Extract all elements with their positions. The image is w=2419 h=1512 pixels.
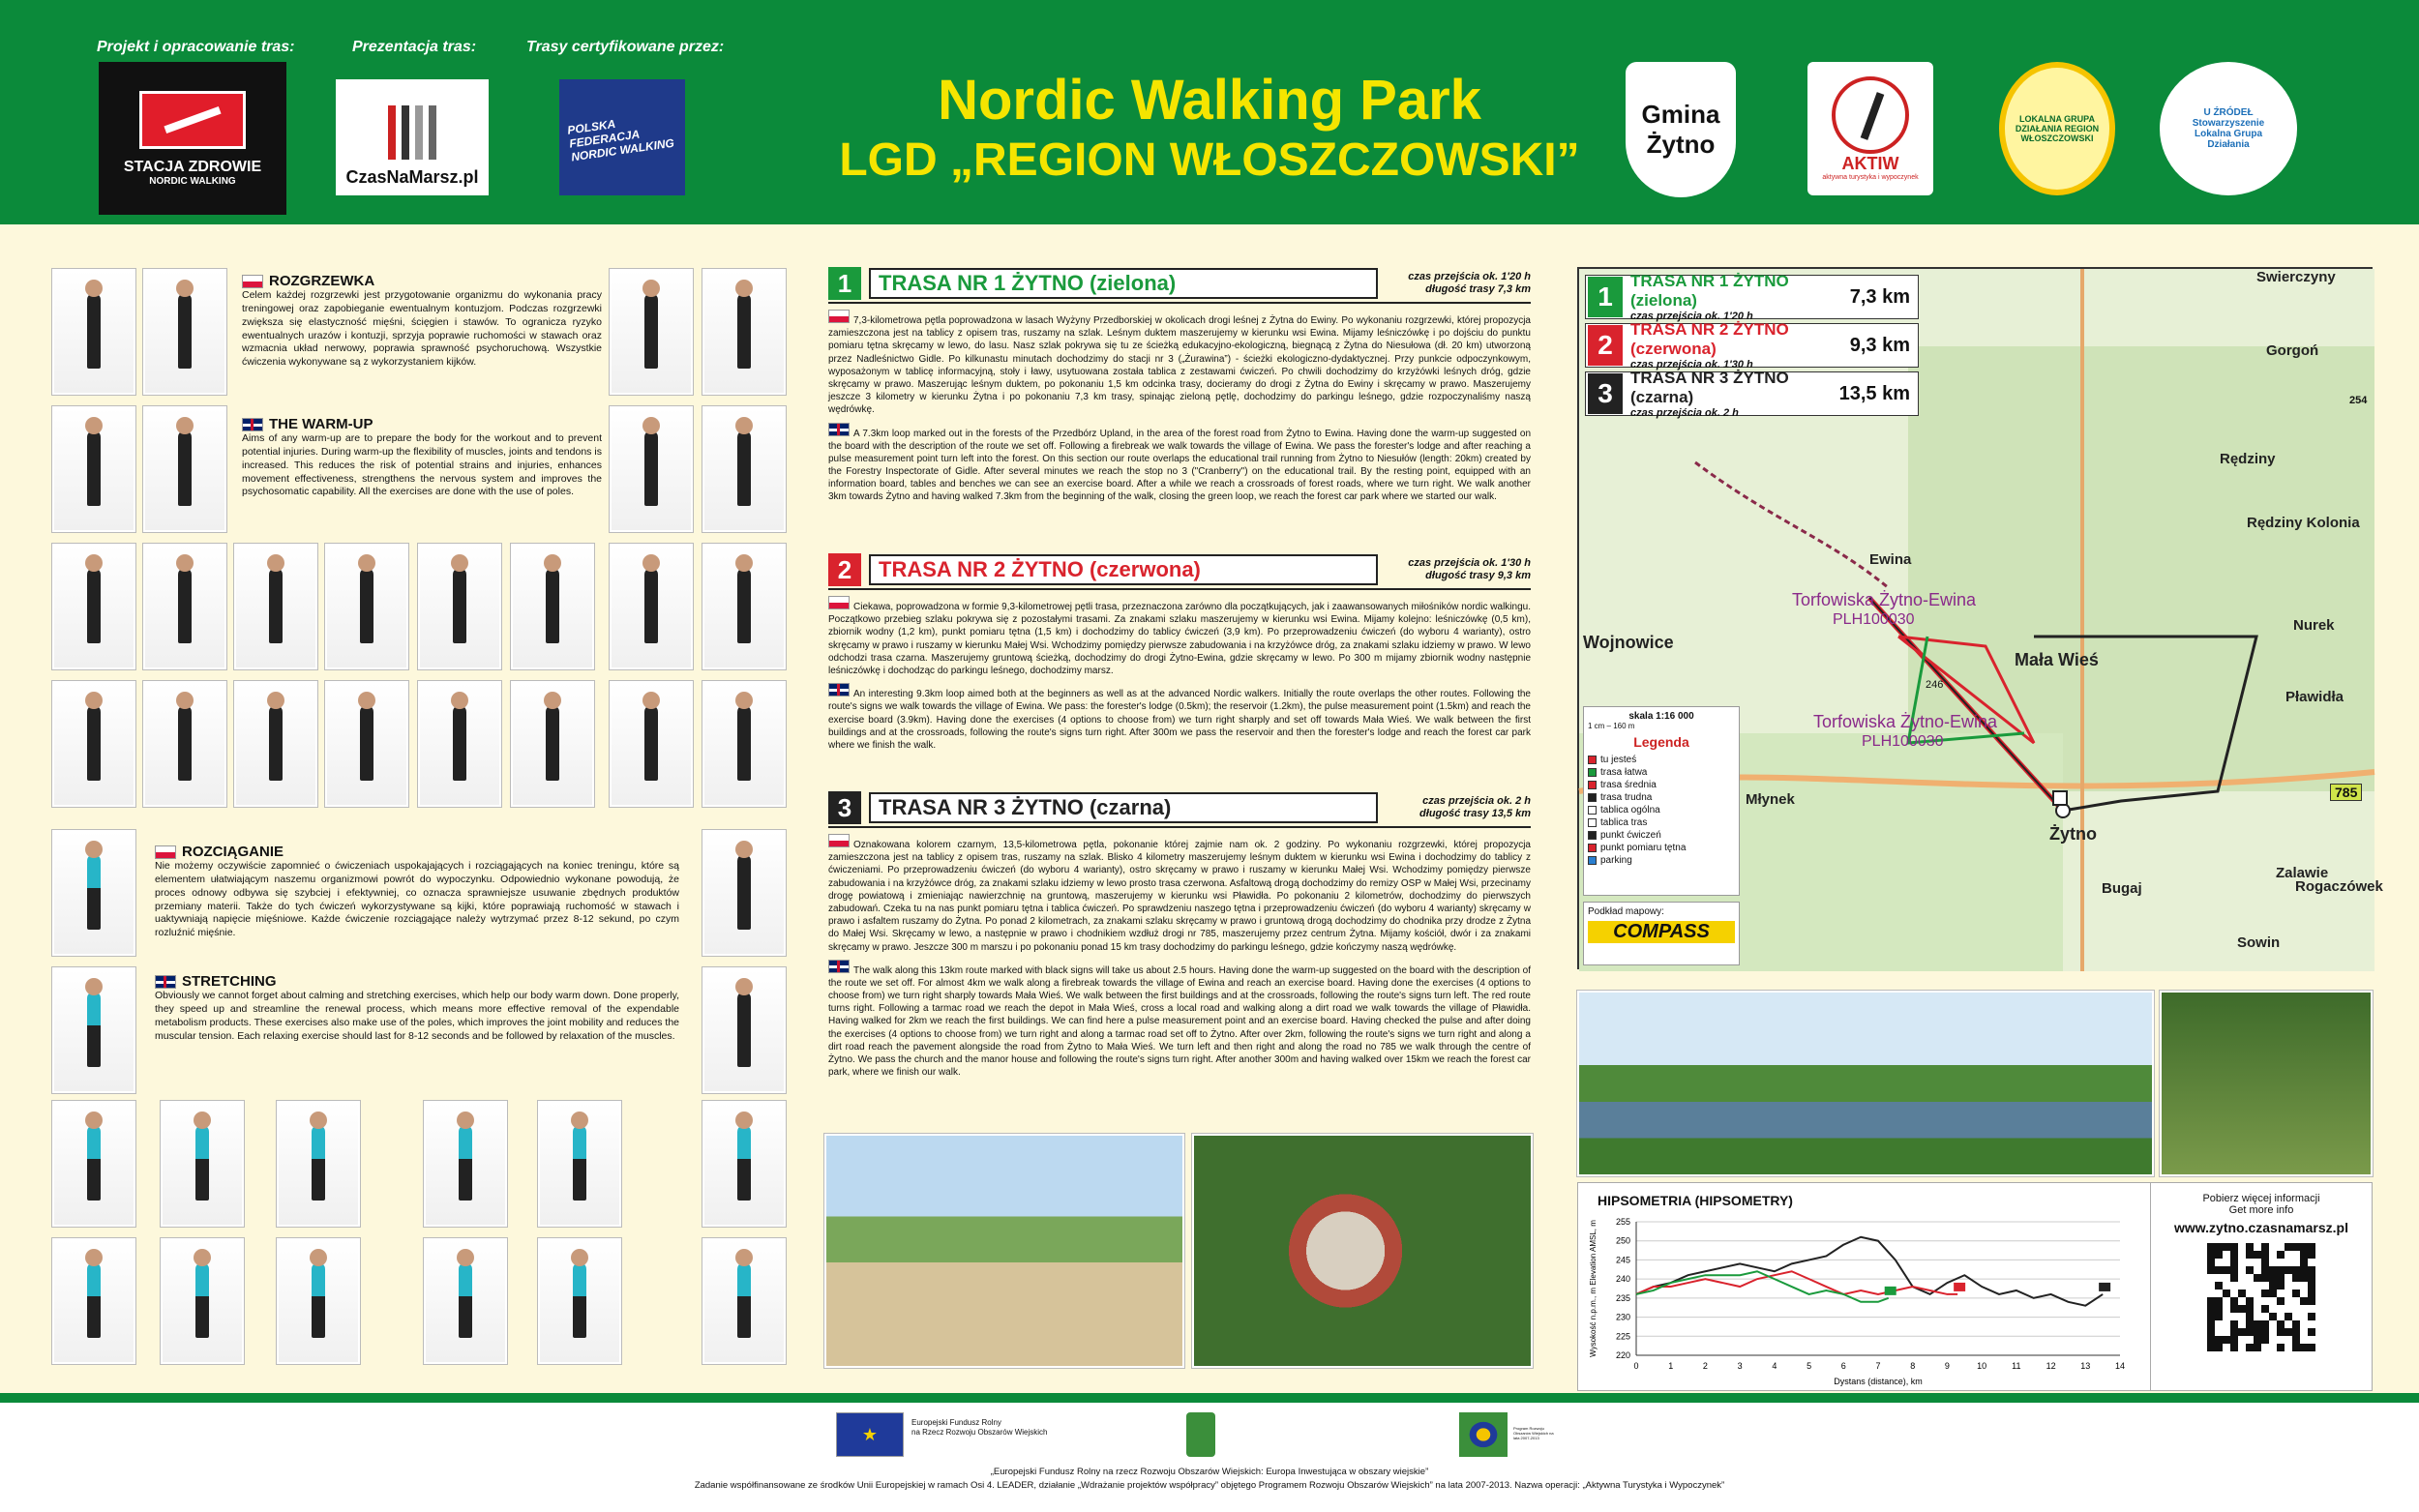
person-figure-icon bbox=[737, 1262, 751, 1338]
event-photo bbox=[824, 1134, 1184, 1368]
eu-flag-icon: ★ bbox=[836, 1412, 904, 1457]
hypsometry-title: HIPSOMETRIA (HIPSOMETRY) bbox=[1598, 1193, 1793, 1208]
x-tick-label: 6 bbox=[1840, 1361, 1846, 1371]
person-figure-icon bbox=[546, 705, 559, 781]
legend-item bbox=[1588, 754, 1735, 766]
person-figure-icon bbox=[453, 568, 466, 643]
legend-swatch-icon bbox=[1588, 793, 1597, 802]
exercise-photo bbox=[418, 544, 501, 669]
x-tick-label: 8 bbox=[1910, 1361, 1916, 1371]
person-figure-icon bbox=[644, 568, 658, 643]
stretch-pl-section: ROZCIĄGANIE Nie możemy oczywiście zapomnieć o ćwiczeniach uspokajających i rozciągających na koniec treningu, które są elementem ułatwiającym naszemu organizmowi powrót do wypoczynku. Odpowiednio wykonane powodują, że proces odnowy odbywa się szybciej i efektywniej, co oznacza sprawniejsze usuwanie zbędnych produktów przemiany materii. Także do tych ćwiczeń wykorzystywane są kijki, które poprawiają ruchomość w stawach i uaktywniają napięcie mięśniowe. Każde ćwiczenie rozciągające należy wytrzymać przez 8-12 sekund, po czym rozluźnić mięśnie. bbox=[155, 844, 679, 939]
legend-item bbox=[1588, 854, 1735, 867]
map-place-label: Sowin bbox=[2237, 934, 2281, 951]
legend-label: tu jesteś bbox=[1600, 755, 1637, 765]
exercise-photo bbox=[702, 681, 786, 807]
legend-swatch-icon bbox=[1588, 818, 1597, 827]
person-figure-icon bbox=[737, 430, 751, 506]
river-photo bbox=[1577, 991, 2154, 1176]
person-figure-icon bbox=[737, 992, 751, 1067]
finish-flag-icon bbox=[2099, 1283, 2110, 1291]
legend-item bbox=[1588, 791, 1735, 804]
map-place-label: Rędziny Kolonia bbox=[2247, 515, 2360, 531]
exercise-photo bbox=[52, 544, 135, 669]
person-figure-icon bbox=[644, 705, 658, 781]
website-link[interactable]: www.zytno.czasnamarsz.pl bbox=[2174, 1220, 2348, 1235]
finish-flag-icon bbox=[1954, 1283, 1965, 1291]
legend-item bbox=[1588, 816, 1735, 829]
leader-logo bbox=[1186, 1412, 1215, 1457]
route-3-section: 3 TRASA NR 3 ŻYTNO (czarna) czas przejścia ok. 2 h długość trasy 13,5 km Oznakowana kolorem czarnym, 13,5-kilometrowa pętla, pokonanie której zajmie nam ok. 2 godziny. Po wykonaniu rozgrzewki, której propozycja zamieszczona jest na tablicy z opisem tras, ruszamy na szlak. Blisko 4 kilometry maszerujemy leśnym duktem w kierunku wsi Ewina i dochodzimy do tablicy z ćwiczeniami. Po przeprowadzeniu ćwiczeń (do wyboru 4 warianty), ostro skręcamy w prawo i ruszamy w kierunku Małej Wsi. Wchodzimy pomiędzy pierwsze zabudowania i na krzyżówce dróg, za znakami szlaku idziemy w lewo prosto trasa czerwona. Asfaltową drogą dochodzimy do remizy OSP w Małej Wsi, przecinamy drogę powiatową i zmieniając nawierzchnię na gruntową, maszerujemy w kierunku wsi Pławidła. Po pokonaniu 2 kilometrów, dochodzimy do pierwszych zabudowań. Czeka tu na nas punkt pomiaru tętna i tablica ćwiczeń. Po sprawdzeniu naszego tętna i przeprowadzeniu ćwiczeń (do wyboru 4 warianty) skręcamy w prawo i asfaltem ruszamy do Żytna. Po ponad 2 kilometrach, za znakami szlaku skręcamy w prawo i gruntową drogą dochodzimy do chodnika przy drodze z Żytna do Małej Wsi. Skręcamy w lewo, a następnie w prawo i chodnikiem wzdłuż drogi nr 785, maszerujemy przez centrum Żytna. Mijamy kościół, dwór i za znakami skręcamy w prawo. Jeszcze 300 m marszu i po pokonaniu ponad 15 km trasy dochodzimy do parkingu leśnego, gdzie kończymy naszą wędrówkę. The walk along this 13km route marked with black signs will take us about 2.5 hours. Having done the warm-up suggested on the board with the description of the route we set off. For almost 4km we walk along a firebreak towards the village of Ewina and reach an exercise board. Having done the exercises (4 options to choose from) we turn right sharply towards Mała Wieś. We walk between the first buildings and at the crossroads, following the route's signs turn left. The red route turns right. Following a tarmac road we reach the depot in Mała Wieś, cross a local road and walking along a dirt road we walk towards the village of Pławidła. Having walked for 2km we reach the first buildings. We can find here a pulse measurement point and an exercise board. Having checked the pulse and after doing the exercises (4 options to choose from) we turn right and along a tarmac road set off to Żytno. After over 2km, following the route's signs we turn right and along a dirt road reach the pavement alongside the road from Żytno to Mała Wieś. We turn left and then right and along the road no 785 we walk through the centre of Żytno. We pass the church and the manor house and following the route's signs turn right. After another 300m and having walked over 15km we reach the forest car park, where we finish our walk. bbox=[828, 792, 1531, 1079]
legend-item bbox=[1588, 842, 1735, 854]
person-figure-icon bbox=[312, 1262, 325, 1338]
exercise-photo bbox=[161, 1238, 244, 1364]
exercise-photo bbox=[702, 406, 786, 532]
map-place-label: Mała Wieś bbox=[2015, 650, 2099, 669]
walker-circle-icon bbox=[1832, 76, 1909, 154]
page-subtitle: LGD „REGION WŁOSZCZOWSKI” bbox=[839, 134, 1580, 186]
legend-swatch-icon bbox=[1588, 856, 1597, 865]
polish-flag-icon bbox=[828, 310, 850, 323]
person-figure-icon bbox=[87, 430, 101, 506]
exercise-photo bbox=[702, 830, 786, 956]
person-figure-icon bbox=[87, 1262, 101, 1338]
footer bbox=[0, 1403, 2419, 1512]
exercise-photo bbox=[702, 1101, 786, 1227]
hypsometry-panel bbox=[1577, 1182, 2154, 1391]
hypsometry-chart bbox=[1578, 1210, 2155, 1392]
stretch-en-section: STRETCHING Obviously we cannot forget about calming and stretching exercises, which help our body warm down. Done properly, they speed up and streamline the renewal process, which means more effective removal of the expendable metabolism products. These exercises also make use of the poles, which improves the joint mobility and reduces the muscular tension. Each relaxing exercise should last for 8-12 seconds and be followed by relaxation of the muscles. bbox=[155, 973, 679, 1042]
church-aerial-photo bbox=[1192, 1134, 1533, 1368]
map-place-label: Młynek bbox=[1746, 791, 1795, 808]
children-forest-photo bbox=[2160, 991, 2373, 1176]
map-place-label: Rędziny bbox=[2220, 451, 2276, 467]
person-figure-icon bbox=[195, 1262, 209, 1338]
map-place-label: Nurek bbox=[2293, 617, 2335, 634]
x-tick-label: 4 bbox=[1772, 1361, 1777, 1371]
person-figure-icon bbox=[178, 568, 192, 643]
label-project: Projekt i opracowanie tras: bbox=[97, 39, 295, 55]
person-figure-icon bbox=[87, 992, 101, 1067]
czasnamarsz-logo: CzasNaMarsz.pl bbox=[336, 79, 489, 195]
x-tick-label: 12 bbox=[2046, 1361, 2056, 1371]
map-place-label: Zalawie bbox=[2276, 865, 2329, 881]
y-axis-label: Wysokość n.p.m., m Elevation AMSL, m bbox=[1589, 1220, 1598, 1357]
basemap-credit: Podkład mapowy: COMPASS bbox=[1583, 902, 1740, 965]
lgd-region-logo: LOKALNA GRUPA DZIAŁANIA REGION WŁOSZCZOWSKI bbox=[1999, 62, 2115, 195]
exercise-photo bbox=[538, 1101, 621, 1227]
map-legend: skala 1:16 000 1 cm – 160 m Legenda tu jesteś trasa łatwa trasa średnia trasa trudna tablica ogólna tablica tras punkt ćwiczeń punkt pomiaru tętna parking bbox=[1583, 706, 1740, 896]
exercise-photo bbox=[277, 1238, 360, 1364]
exercise-photo bbox=[52, 830, 135, 956]
person-figure-icon bbox=[573, 1262, 586, 1338]
exercise-photo bbox=[511, 681, 594, 807]
uk-flag-icon bbox=[828, 683, 850, 697]
legend-label: trasa trudna bbox=[1600, 792, 1653, 803]
polish-flag-icon bbox=[155, 845, 176, 859]
person-figure-icon bbox=[644, 293, 658, 369]
x-tick-label: 1 bbox=[1668, 1361, 1674, 1371]
legend-label: punkt ćwiczeń bbox=[1600, 830, 1661, 841]
exercise-photo bbox=[702, 967, 786, 1093]
y-tick-label: 235 bbox=[1615, 1292, 1630, 1303]
map-legend-route-2: 2 TRASA NR 2 ŻYTNO (czerwona) czas przejścia ok. 1'30 h 9,3 km bbox=[1585, 323, 1919, 368]
map-place-label: Ewina bbox=[1869, 551, 1912, 568]
finish-flag-icon bbox=[1885, 1287, 1896, 1295]
person-figure-icon bbox=[737, 1125, 751, 1201]
legend-swatch-icon bbox=[1588, 756, 1597, 764]
route-1-section: 1 TRASA NR 1 ŻYTNO (zielona) czas przejścia ok. 1'20 h długość trasy 7,3 km 7,3-kilometrowa pętla poprowadzona w lasach Wyżyny Przedborskiej w okolicach drogi leśnej z Żytna do Ewiny. Po wykonaniu rozgrzewki, której propozycja zamieszczona jest na tablicy z opisem tras, ruszamy na szlak. Leśnym duktem maszerujemy w kierunku wsi Ewina. Mijamy leśniczówkę i po dojściu do punktu pomiaru tętna skręcamy w lewo, do lasu. Nasz szlak pokrywa się tu ze ścieżką edukacyjno-ekologiczną, biegnącą z Żytna do Niesułowa (dł. 20 km) utworzoną przez Nadleśnictwo Gidle. Po kilkunastu minutach dochodzimy do stacji nr 3 („Żurawina”) - ścieżki ekologiczno-dydaktycznej. Przy punkcie odpoczynkowym, wyposażonym w tablicę informacyjną, stoły i ławy, usytuowana została tablica z zestawami ćwiczeń. Po chwili dochodzimy do krzyżówki leśnych dróg, gdzie skręcamy w prawo. Maszerując leśnym duktem, po pokonaniu 1,5 km odcinka trasy, docieramy do drogi z Żytna do Ewiny i skręcamy w prawo. Maszerujemy jeszcze 3 kilometry w kierunku Żytna i po pokonaniu 7,3 km trasy, spinając zieloną pętlę, dochodzimy do parkingu leśnego, gdzie rozpoczynaliśmy naszą wędrówkę. A 7.3km loop marked out in the forests of the Przedbórz Upland, in the area of the forest road from Żytno to Ewina. Having done the warm-up suggested on the board with the description of the route we set off. Following a firebreak we walk towards the village of Ewina. We pass the forester's lodge and after reaching a pulse measurement point turn left into the forest. On this section our route overlaps the educational trail running from Żytno to Niesułów (length: 20km) created by the Forestry Inspectorate of Gidle. After several minutes we reach the stop no 3 ("Cranberry") on the educational trail. By the resting point, equipped with an information board, tables and benches we can see an exercise board. After a while we reach a crossroads of forest roads, where we turn right. We walk another 3km towards Żytno and having walked 7.3km from the beginning of the walk, closing the green loop, we reach the forest car park where we started our walk. bbox=[828, 268, 1531, 503]
road-246-label: 246 bbox=[1926, 679, 1944, 691]
person-figure-icon bbox=[195, 1125, 209, 1201]
legend-swatch-icon bbox=[1588, 781, 1597, 789]
x-tick-label: 10 bbox=[1977, 1361, 1987, 1371]
exercise-photo bbox=[277, 1101, 360, 1227]
person-figure-icon bbox=[459, 1125, 472, 1201]
polish-flag-icon bbox=[242, 275, 263, 288]
aktiw-logo: AKTIW aktywna turystyka i wypoczynek bbox=[1807, 62, 1933, 195]
y-tick-label: 245 bbox=[1615, 1255, 1630, 1265]
page-title: Nordic Walking Park bbox=[938, 69, 1481, 132]
label-certified: Trasy certyfikowane przez: bbox=[526, 39, 725, 55]
exercise-photo bbox=[325, 681, 408, 807]
qr-code[interactable] bbox=[2207, 1243, 2315, 1351]
legend-label: punkt pomiaru tętna bbox=[1600, 843, 1687, 853]
map-place-label: Wojnowice bbox=[1583, 633, 1674, 652]
legend-swatch-icon bbox=[1588, 806, 1597, 815]
map-route-legend bbox=[1585, 272, 1919, 420]
person-figure-icon bbox=[737, 854, 751, 930]
runner-icon bbox=[139, 91, 246, 149]
x-tick-label: 7 bbox=[1875, 1361, 1881, 1371]
exercise-photo bbox=[418, 681, 501, 807]
map-legend-route-3: 3 TRASA NR 3 ŻYTNO (czarna) czas przejścia ok. 2 h 13,5 km bbox=[1585, 371, 1919, 416]
person-figure-icon bbox=[87, 705, 101, 781]
person-figure-icon bbox=[737, 293, 751, 369]
legend-label: parking bbox=[1600, 855, 1632, 866]
exercise-photo bbox=[424, 1101, 507, 1227]
warmup-pl-section: ROZGRZEWKA Celem każdej rozgrzewki jest przygotowanie organizmu do wykonania pracy treningowej oraz zapobieganie ewentualnym kontuzjom. Podczas rozgrzewki zwiększa się elastyczność mięśni, ścięgien i stawów. To ogranicza ryzyko ewentualnych urazów i kontuzji, sprzyja poprawie ruchomości w stawach oraz wzmacnia układ nerwowy, poprawia sprawność psychoruchową. Wszystkie ćwiczenia wykonywane są z wykorzystaniem kijków. bbox=[242, 273, 602, 369]
info-panel: Pobierz więcej informacji Get more info www.zytno.czasnamarsz.pl bbox=[2150, 1182, 2373, 1391]
exercise-photo bbox=[52, 1101, 135, 1227]
legend-swatch-icon bbox=[1588, 768, 1597, 777]
y-tick-label: 250 bbox=[1615, 1235, 1630, 1246]
person-figure-icon bbox=[178, 705, 192, 781]
label-presentation: Prezentacja tras: bbox=[352, 39, 477, 55]
legend-swatch-icon bbox=[1588, 831, 1597, 840]
x-tick-label: 9 bbox=[1944, 1361, 1950, 1371]
footer-divider bbox=[0, 1393, 2419, 1403]
x-tick-label: 5 bbox=[1807, 1361, 1812, 1371]
person-figure-icon bbox=[737, 568, 751, 643]
walkers-icon bbox=[388, 105, 436, 160]
person-figure-icon bbox=[644, 430, 658, 506]
exercise-photo bbox=[325, 544, 408, 669]
pfnw-logo: POLSKA FEDERACJA NORDIC WALKING bbox=[559, 79, 685, 195]
map-place-label: Bugaj bbox=[2102, 880, 2142, 897]
u-zrodel-logo: U ŹRÓDEŁ Stowarzyszenie Lokalna Grupa Działania bbox=[2160, 62, 2297, 195]
map-place-label: Swierczyny bbox=[2256, 269, 2336, 285]
person-figure-icon bbox=[360, 705, 373, 781]
exercise-photo bbox=[511, 544, 594, 669]
gmina-zytno-crest: Gmina Żytno bbox=[1626, 62, 1736, 197]
eu-fund-label: Europejski Fundusz Rolny na Rzecz Rozwoju Obszarów Wiejskich bbox=[911, 1418, 1048, 1438]
exercise-photo bbox=[234, 681, 317, 807]
polish-flag-icon bbox=[828, 834, 850, 847]
exercise-photo bbox=[702, 1238, 786, 1364]
x-tick-label: 0 bbox=[1633, 1361, 1639, 1371]
exercise-photo bbox=[52, 269, 135, 395]
legend-item bbox=[1588, 804, 1735, 816]
exercise-photo bbox=[702, 269, 786, 395]
exercise-photo bbox=[52, 406, 135, 532]
uk-flag-icon bbox=[828, 960, 850, 973]
compass-logo: COMPASS bbox=[1588, 921, 1735, 943]
person-figure-icon bbox=[360, 568, 373, 643]
uk-flag-icon bbox=[828, 423, 850, 436]
reserve-code-1: PLH100030 bbox=[1833, 611, 1915, 628]
map-place-label: Rogaczówek bbox=[2295, 878, 2383, 895]
y-tick-label: 225 bbox=[1615, 1331, 1630, 1342]
legend-swatch-icon bbox=[1588, 844, 1597, 852]
exercise-photo bbox=[143, 406, 226, 532]
footer-line-2: Zadanie współfinansowane ze środków Unii Europejskiej w ramach Osi 4. LEADER, działanie „Wdrażanie projektów współpracy” objętego Programem Rozwoju Obszarów Wiejskich” na lata 2007-2013. Nazwa operacji: „Aktywna Turystyka i Wypoczynek” bbox=[694, 1480, 1725, 1491]
stacja-zdrowie-logo: STACJA ZDROWIE NORDIC WALKING bbox=[99, 62, 286, 215]
legend-label: trasa łatwa bbox=[1600, 767, 1648, 778]
map-legend-route-1: 1 TRASA NR 1 ŻYTNO (zielona) czas przejścia ok. 1'20 h 7,3 km bbox=[1585, 275, 1919, 319]
person-figure-icon bbox=[573, 1125, 586, 1201]
person-figure-icon bbox=[459, 1262, 472, 1338]
exercise-photo bbox=[610, 406, 693, 532]
person-figure-icon bbox=[87, 854, 101, 930]
exercise-photo bbox=[610, 269, 693, 395]
x-tick-label: 13 bbox=[2080, 1361, 2091, 1371]
prow-logo bbox=[1459, 1412, 1508, 1457]
reserve-label-1: Torfowiska Żytno-Ewina bbox=[1792, 590, 1977, 609]
exercise-photo bbox=[610, 544, 693, 669]
person-figure-icon bbox=[178, 293, 192, 369]
warmup-en-section: THE WARM-UP Aims of any warm-up are to prepare the body for the workout and to prevent potential injuries. During warm-up the flexibility of muscles, joints and tendons is increased. This reduces the risk of potential strains and injuries, enhances movement effectiveness, strengthens the nervous system and improves the psychosomatic capability. All the exercises are done with the use of poles. bbox=[242, 416, 602, 498]
y-tick-label: 240 bbox=[1615, 1274, 1630, 1285]
road-785-label: 785 bbox=[2330, 784, 2362, 801]
x-tick-label: 2 bbox=[1702, 1361, 1708, 1371]
route-map[interactable] bbox=[1577, 267, 2383, 969]
person-figure-icon bbox=[87, 568, 101, 643]
legend-item bbox=[1588, 829, 1735, 842]
road-254-label: 254 bbox=[2349, 395, 2368, 406]
person-figure-icon bbox=[312, 1125, 325, 1201]
x-tick-label: 14 bbox=[2114, 1361, 2126, 1371]
x-axis-label: Dystans (distance), km bbox=[1834, 1377, 1923, 1386]
uk-flag-icon bbox=[242, 418, 263, 431]
person-figure-icon bbox=[737, 705, 751, 781]
map-place-label: Gorgoń bbox=[2266, 342, 2319, 359]
exercise-photo bbox=[52, 681, 135, 807]
exercise-photo bbox=[161, 1101, 244, 1227]
person-figure-icon bbox=[269, 705, 283, 781]
legend-item bbox=[1588, 766, 1735, 779]
person-figure-icon bbox=[87, 1125, 101, 1201]
exercise-photo bbox=[52, 1238, 135, 1364]
polish-flag-icon bbox=[828, 596, 850, 609]
exercise-photo bbox=[143, 681, 226, 807]
exercise-photo bbox=[702, 544, 786, 669]
reserve-code-2: PLH100030 bbox=[1862, 733, 1944, 750]
exercise-photo bbox=[610, 681, 693, 807]
person-figure-icon bbox=[269, 568, 283, 643]
route-2-section: 2 TRASA NR 2 ŻYTNO (czerwona) czas przejścia ok. 1'30 h długość trasy 9,3 km Ciekawa, poprowadzona w formie 9,3-kilometrowej pętli trasa, przeznaczona zarówno dla początkujących, jak i zaawansowanych miłośników nordic walkingu. Początkowo przebieg szlaku pokrywa się z pozostałymi trasami. Za znakami szlaku maszerujemy w kierunku wsi Ewina. Mijamy kolejno: leśniczówkę (0,5 km), zbiornik wodny (1,2 km), punkt pomiaru tętna (1,5 km) i dochodzimy do tablicy ćwiczeń (3,9 km). Po przeprowadzeniu ćwiczeń (do wyboru 4 warianty), ostro skręcamy w prawo i ruszamy w kierunku Małej Wsi. Wchodzimy pomiędzy pierwsze zabudowania i na krzyżówce dróg, za znakami szlaku idziemy w prawo. W lewo odchodzi trasa czarna. Maszerujemy gruntową ścieżką, dochodzimy do drogi Żytno-Ewina, gdzie skręcamy w lewo. Po 300 m mijamy zbiornik wodny następnie leśniczówkę i dochodząc do parkingu leśnego, dochodzimy marsz. An interesting 9.3km loop aimed both at the beginners as well as at the advanced Nordic walkers. Initially the route overlaps the other routes. Following the route's signs we walk towards the village of Ewina. We pass: the forester's lodge (0.5km); the reservoir (1.2km), the pulse measurement point (1.5km) and reach the exercise board (3.9km). Having done the exercises (4 options to choose from) we turn right sharply and set off towards Mała Wieś. We walk between the first buildings and at the crossroads, following the route's signs turn right. After 300m we pass the reservoir and then the forester's lodge and reach the forest car park where we finish the walk. bbox=[828, 554, 1531, 751]
legend-label: tablica tras bbox=[1600, 817, 1648, 828]
map-place-label: Pławidła bbox=[2285, 689, 2344, 705]
y-tick-label: 255 bbox=[1615, 1217, 1630, 1227]
footer-line-1: „Europejski Fundusz Rolny na rzecz Rozwoju Obszarów Wiejskich: Europa Inwestująca w obszary wiejskie” bbox=[990, 1467, 1429, 1477]
legend-label: trasa średnia bbox=[1600, 780, 1657, 790]
x-tick-label: 11 bbox=[2012, 1361, 2021, 1371]
map-place-label: Żytno bbox=[2049, 824, 2097, 844]
exercise-photo bbox=[424, 1238, 507, 1364]
reserve-label-2: Torfowiska Żytno-Ewina bbox=[1813, 712, 1998, 731]
legend-label: tablica ogólna bbox=[1600, 805, 1660, 815]
uk-flag-icon bbox=[155, 975, 176, 989]
person-figure-icon bbox=[546, 568, 559, 643]
elevation-line-1 bbox=[1636, 1237, 2103, 1306]
exercise-photo bbox=[538, 1238, 621, 1364]
person-figure-icon bbox=[453, 705, 466, 781]
exercise-photo bbox=[143, 544, 226, 669]
exercise-photo bbox=[234, 544, 317, 669]
prow-text: Program Rozwoju Obszarów Wiejskich na lata 2007-2013 bbox=[1513, 1426, 1554, 1440]
y-tick-label: 230 bbox=[1615, 1312, 1630, 1322]
legend-item bbox=[1588, 779, 1735, 791]
exercise-photo bbox=[52, 967, 135, 1093]
y-tick-label: 220 bbox=[1615, 1350, 1630, 1360]
person-figure-icon bbox=[178, 430, 192, 506]
x-tick-label: 3 bbox=[1737, 1361, 1743, 1371]
exercise-photo bbox=[143, 269, 226, 395]
person-figure-icon bbox=[87, 293, 101, 369]
